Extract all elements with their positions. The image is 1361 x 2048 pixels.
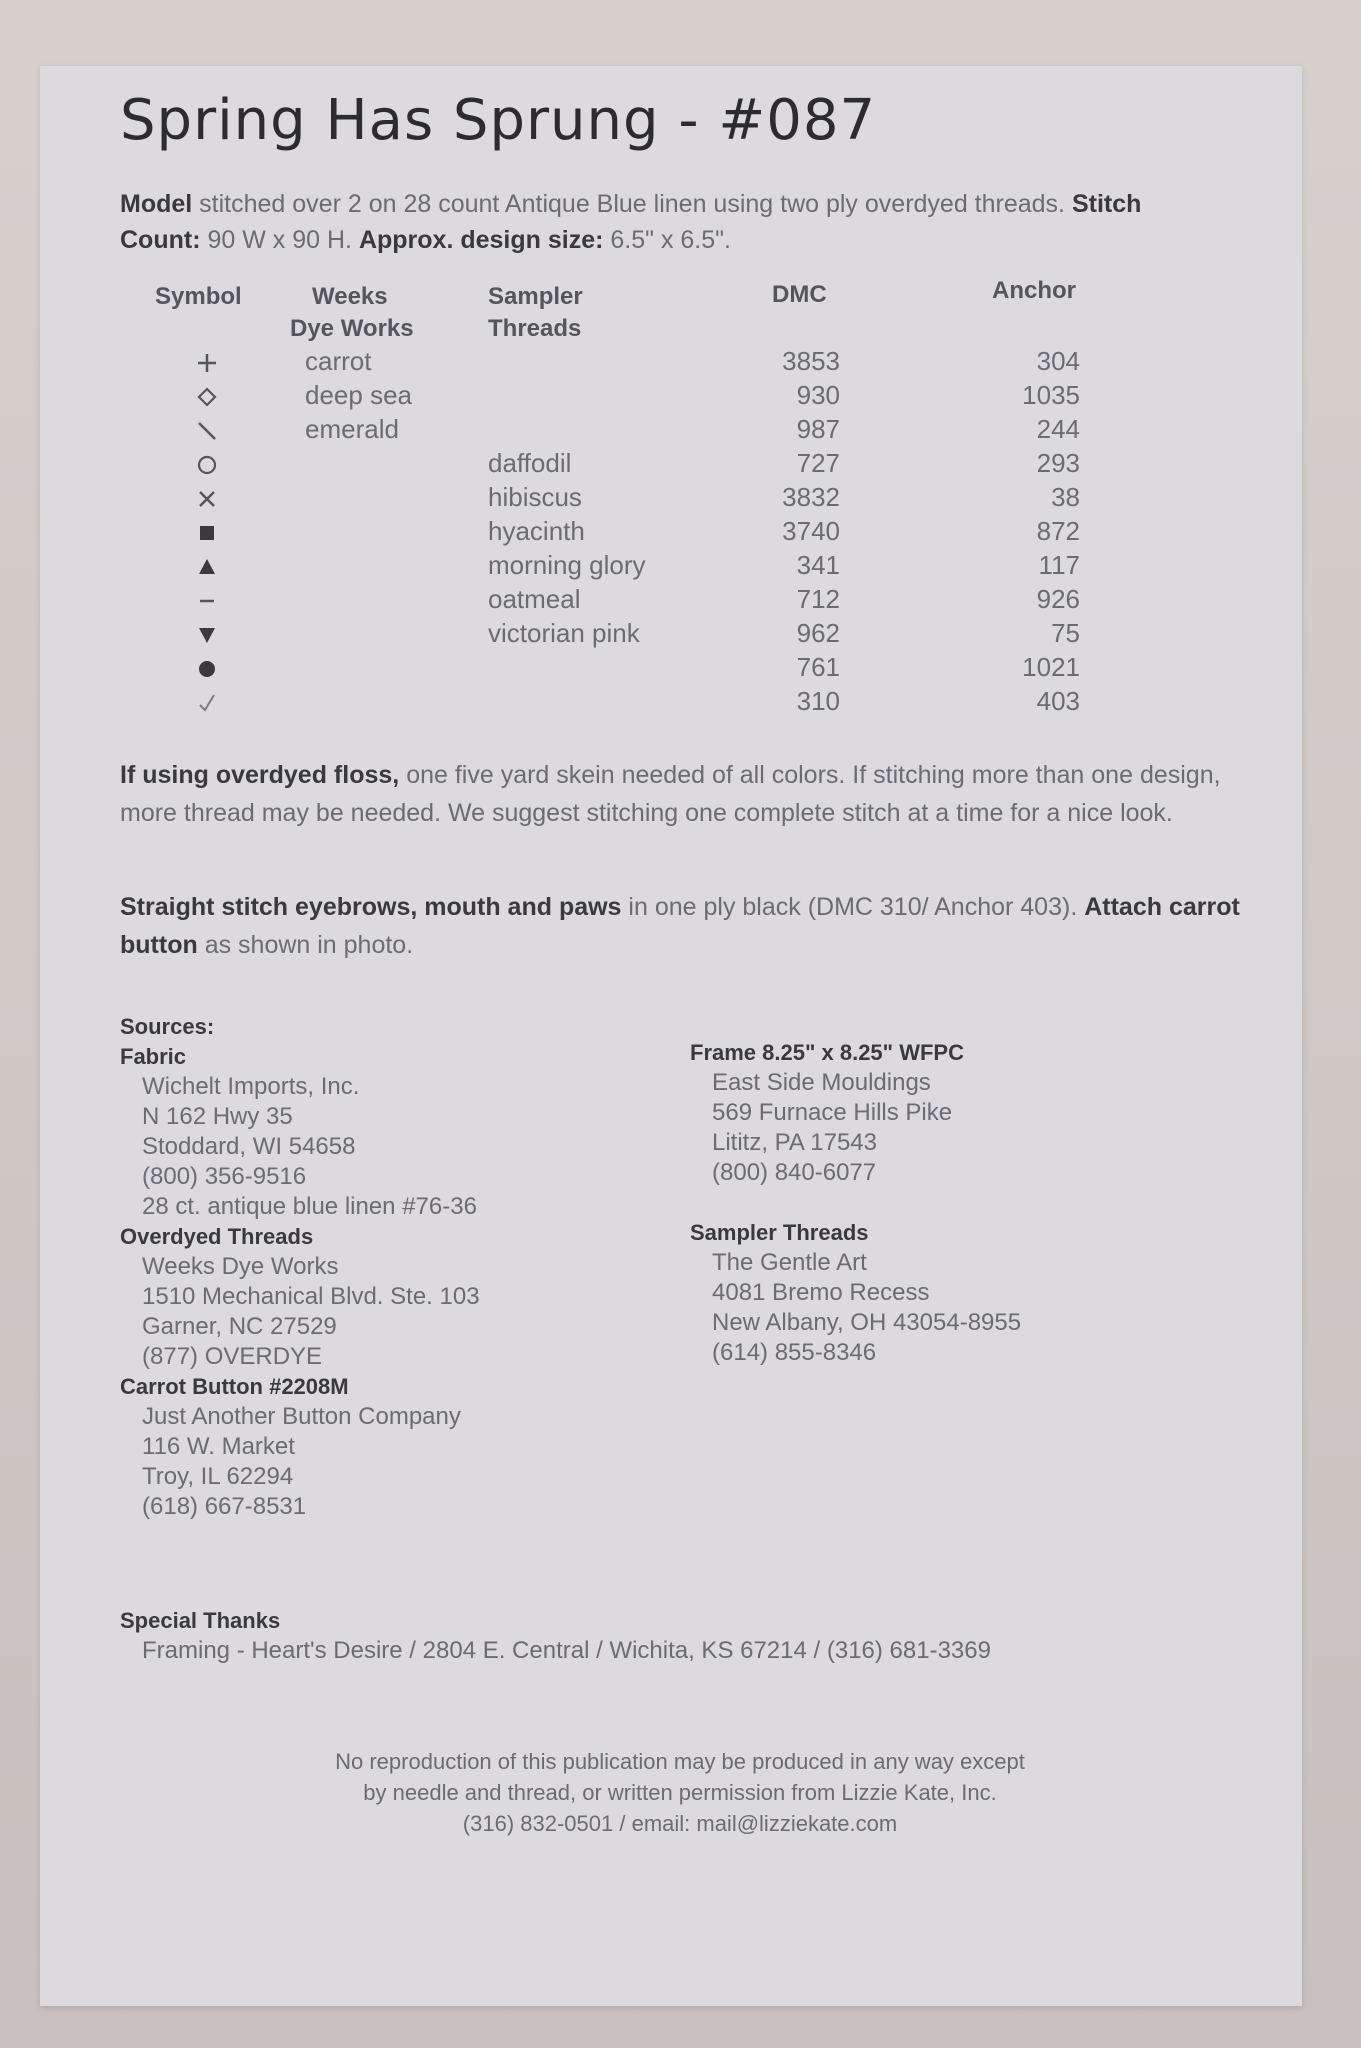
sampler-cell: morning glory bbox=[488, 550, 646, 580]
anchor-cell: 872 bbox=[1036, 516, 1080, 546]
frame-line: East Side Mouldings bbox=[712, 1069, 931, 1096]
fabric-heading: Fabric bbox=[120, 1044, 187, 1069]
sampler-cell: oatmeal bbox=[488, 584, 581, 614]
table-row bbox=[40, 652, 1140, 686]
frame-line: Lititz, PA 17543 bbox=[712, 1129, 877, 1156]
fabric-line: N 162 Hwy 35 bbox=[142, 1103, 293, 1130]
overdyed-line: Weeks Dye Works bbox=[142, 1253, 339, 1280]
button-line: Troy, IL 62294 bbox=[142, 1463, 294, 1490]
pattern-card bbox=[40, 66, 1302, 2006]
triangle-up-icon bbox=[192, 550, 222, 581]
special-thanks-text: Framing - Heart's Desire / 2804 E. Central / Wichita, KS 67214 / (316) 681-3369 bbox=[142, 1637, 991, 1664]
anchor-cell: 304 bbox=[1036, 346, 1080, 376]
footer-line: by needle and thread, or written permission from Lizzie Kate, Inc. bbox=[363, 1780, 997, 1805]
table-row bbox=[40, 380, 1140, 414]
sampler-threads-line: New Albany, OH 43054-8955 bbox=[712, 1309, 1022, 1336]
header-weeks-line1: Weeks bbox=[312, 283, 388, 310]
overdyed-line: Garner, NC 27529 bbox=[142, 1313, 337, 1340]
sampler-threads-line: The Gentle Art bbox=[712, 1249, 867, 1276]
frame-heading: Frame 8.25" x 8.25" WFPC bbox=[690, 1040, 964, 1065]
circle-icon bbox=[192, 448, 222, 479]
anchor-cell: 926 bbox=[1036, 584, 1080, 614]
sampler-threads-line: (614) 855-8346 bbox=[712, 1339, 877, 1366]
overdyed-line: 1510 Mechanical Blvd. Ste. 103 bbox=[142, 1283, 480, 1310]
sources-right-sampler bbox=[690, 1218, 1021, 1368]
stitch-note-bold2: Attach carrot button bbox=[120, 893, 1240, 959]
dmc-cell: 987 bbox=[796, 414, 840, 444]
fabric-line: 28 ct. antique blue linen #76-36 bbox=[142, 1193, 477, 1220]
weeks-cell: emerald bbox=[305, 414, 399, 444]
header-anchor: Anchor bbox=[992, 277, 1076, 304]
dmc-cell: 727 bbox=[796, 448, 840, 478]
dmc-cell: 310 bbox=[796, 686, 840, 716]
filled-circle-icon bbox=[192, 652, 222, 683]
header-symbol: Symbol bbox=[155, 283, 242, 310]
dash-icon bbox=[192, 584, 222, 615]
page-title: Spring Has Sprung - #087 bbox=[120, 88, 877, 153]
dmc-cell: 712 bbox=[796, 584, 840, 614]
table-row bbox=[40, 618, 1140, 652]
stitch-count-label: Stitch Count: bbox=[120, 190, 1142, 254]
stitch-count-value: 90 W x 90 H. bbox=[207, 226, 352, 254]
dmc-cell: 962 bbox=[796, 618, 840, 648]
header-sampler-line1: Sampler bbox=[488, 283, 583, 310]
sources-left bbox=[120, 1012, 480, 1522]
stitch-note-text2: as shown in photo. bbox=[204, 931, 414, 959]
dmc-cell: 761 bbox=[796, 652, 840, 682]
table-row bbox=[40, 482, 1140, 516]
stitch-note-text1: in one ply black (DMC 310/ Anchor 403). bbox=[628, 893, 1078, 921]
anchor-cell: 403 bbox=[1036, 686, 1080, 716]
anchor-cell: 38 bbox=[1051, 482, 1080, 512]
sampler-threads-line: 4081 Bremo Recess bbox=[712, 1279, 930, 1306]
table-row bbox=[40, 550, 1140, 584]
dmc-cell: 341 bbox=[796, 550, 840, 580]
button-line: 116 W. Market bbox=[142, 1433, 295, 1460]
table-row bbox=[40, 686, 1140, 720]
stitch-note bbox=[120, 888, 1240, 964]
weeks-cell: carrot bbox=[305, 346, 372, 376]
dmc-cell: 3740 bbox=[782, 516, 840, 546]
button-line: (618) 667-8531 bbox=[142, 1493, 307, 1520]
frame-line: 569 Furnace Hills Pike bbox=[712, 1099, 953, 1126]
sampler-cell: hibiscus bbox=[488, 482, 582, 512]
dmc-cell: 3853 bbox=[782, 346, 840, 376]
sources-heading: Sources: bbox=[120, 1014, 215, 1039]
model-label: Model bbox=[120, 190, 193, 218]
special-thanks bbox=[120, 1606, 991, 1666]
table-row bbox=[40, 414, 1140, 448]
header-dmc: DMC bbox=[772, 281, 827, 308]
sampler-cell: victorian pink bbox=[488, 618, 640, 648]
intro-paragraph bbox=[120, 186, 1200, 258]
sampler-cell: hyacinth bbox=[488, 516, 585, 546]
floss-note-bold: If using overdyed floss, bbox=[120, 761, 400, 789]
header-weeks-line2: Dye Works bbox=[290, 315, 414, 342]
weeks-cell: deep sea bbox=[305, 380, 412, 410]
stitch-note-bold1: Straight stitch eyebrows, mouth and paws bbox=[120, 893, 622, 921]
anchor-cell: 117 bbox=[1038, 550, 1080, 580]
copyright-footer bbox=[200, 1746, 1160, 1839]
design-size-label: Approx. design size: bbox=[358, 226, 604, 254]
anchor-cell: 244 bbox=[1036, 414, 1080, 444]
fabric-line: Wichelt Imports, Inc. bbox=[142, 1073, 360, 1100]
dmc-cell: 3832 bbox=[782, 482, 840, 512]
backslash-icon bbox=[192, 414, 222, 445]
overdyed-line: (877) OVERDYE bbox=[142, 1343, 323, 1370]
table-row bbox=[40, 516, 1140, 550]
anchor-cell: 1021 bbox=[1022, 652, 1080, 682]
fabric-line: (800) 356-9516 bbox=[142, 1163, 307, 1190]
design-size-value: 6.5" x 6.5". bbox=[610, 226, 731, 254]
anchor-cell: 293 bbox=[1036, 448, 1080, 478]
filled-square-icon bbox=[192, 516, 222, 547]
anchor-cell: 1035 bbox=[1022, 380, 1080, 410]
x-icon bbox=[192, 482, 222, 513]
model-text: stitched over 2 on 28 count Antique Blue linen using two ply overdyed threads. bbox=[199, 190, 1066, 218]
fabric-line: Stoddard, WI 54658 bbox=[142, 1133, 356, 1160]
special-thanks-heading: Special Thanks bbox=[120, 1608, 281, 1633]
table-row bbox=[40, 448, 1140, 482]
button-line: Just Another Button Company bbox=[142, 1403, 461, 1430]
table-row bbox=[40, 346, 1140, 380]
overdyed-heading: Overdyed Threads bbox=[120, 1224, 314, 1249]
floss-note bbox=[120, 756, 1240, 832]
table-row bbox=[40, 584, 1140, 618]
sampler-cell: daffodil bbox=[488, 448, 572, 478]
floss-note-text: one five yard skein needed of all colors. If stitching more than one design, more thread may be needed. We suggest stitching one complete stitch at a time for a nice look. bbox=[120, 761, 1221, 827]
checkmark-icon bbox=[192, 686, 222, 717]
footer-contact: (316) 832-0501 / email: mail@lizziekate.com bbox=[462, 1811, 898, 1836]
diamond-icon bbox=[192, 380, 222, 411]
header-sampler-line2: Threads bbox=[488, 315, 582, 342]
sources-right-frame bbox=[690, 1038, 964, 1188]
anchor-cell: 75 bbox=[1051, 618, 1080, 648]
sampler-threads-heading: Sampler Threads bbox=[690, 1220, 869, 1245]
frame-line: (800) 840-6077 bbox=[712, 1159, 877, 1186]
button-heading: Carrot Button #2208M bbox=[120, 1374, 349, 1399]
triangle-down-icon bbox=[192, 618, 222, 649]
dmc-cell: 930 bbox=[796, 380, 840, 410]
plus-icon bbox=[192, 346, 222, 377]
footer-line: No reproduction of this publication may be produced in any way except bbox=[335, 1749, 1025, 1774]
